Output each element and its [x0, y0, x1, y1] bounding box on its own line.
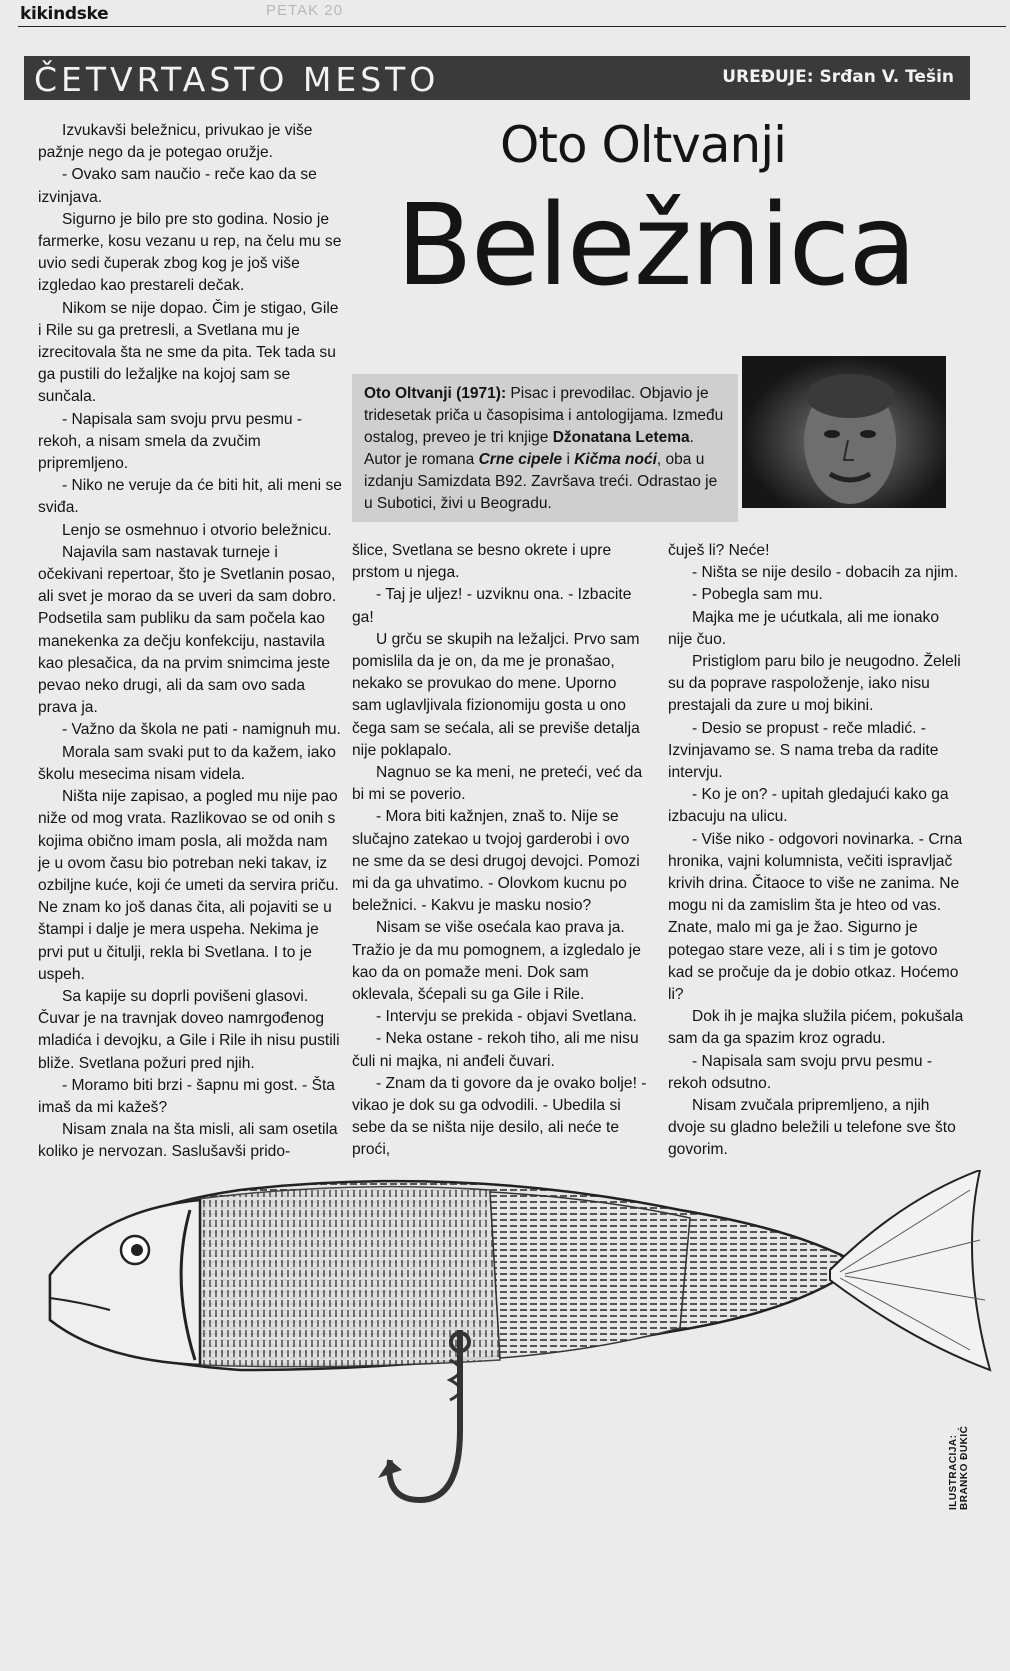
bio-name: Oto Oltvanji (1971):	[364, 385, 507, 402]
bio-text-4: , oba u izdanju Samizdata B92. Završava treći. Odrastao je u Subotici, živi u Beogradu.	[364, 451, 718, 512]
paragraph: Dok ih je majka služila pićem, pokušala sam da ga spazim kroz ogradu.	[668, 1008, 964, 1048]
paragraph: - Ovako sam naučio - reče kao da se izvinjava.	[38, 166, 317, 206]
paragraph: - Mora biti kažnjen, znaš to. Nije se slučajno zatekao u tvojoj garderobi i ovo ne sme da se desi drugoj devojci. Pomozi mi da ga uhvatimo. - Olovkom kucnu po beležnici. - Kakvu je masku nosio?	[352, 808, 640, 915]
section-banner	[24, 56, 970, 100]
text-column-3	[668, 540, 966, 1162]
paragraph: - Niko ne veruje da će biti hit, ali meni se sviđa.	[38, 477, 342, 517]
masthead	[18, 0, 1006, 27]
author-photo	[742, 356, 946, 508]
paragraph: Nikom se nije dopao. Čim je stigao, Gile i Rile su ga pretresli, a Svetlana mu je izrecitovala šta ne sme da pita. Tek tada su ga pustili do ležaljke na kojoj sam se sunčala.	[38, 299, 339, 406]
bio-novel-2: Kičma noći	[574, 451, 657, 468]
paragraph: Sigurno je bilo pre sto godina. Nosio je farmerke, kosu vezanu u rep, na čelu mu se uvio sedi čuperak zbog kog je još više izgledao kao prestareli dečak.	[38, 210, 342, 295]
paragraph: Pristiglom paru bilo je neugodno. Želeli su da poprave raspoloženje, iako nisu prestajali da zure u moj bikini.	[668, 653, 961, 715]
paragraph: U grču se skupih na ležaljci. Prvo sam pomislila da je on, da me je pronašao, nekako se provukao do mene. Uporno sam uglavljivala fizionomiju gosta u ono čega sam se sećala, ali se previše detalja nije poklapalo.	[352, 630, 640, 759]
article-author: Oto Oltvanji	[500, 116, 786, 174]
publication-name: kikindske	[20, 4, 109, 24]
bio-text-2: . Autor je romana	[364, 429, 694, 468]
paragraph: - Intervju se prekida - objavi Svetlana.	[376, 1008, 637, 1026]
paragraph: - Taj je uljez! - uzviknu ona. - Izbacite ga!	[352, 586, 632, 626]
paragraph: - Desio se propust - reče mladić. - Izvinjavamo se. S nama treba da radite intervju.	[668, 719, 939, 782]
text-column-2	[352, 540, 650, 1162]
paragraph: Sa kapije su doprli povišeni glasovi. Čuvar je na travnjak doveo namrgođenog mladića i devojku, a Gile i Rile ih nisu pustili bliže. Svetlana požuri pred njih.	[38, 987, 340, 1072]
paragraph: Morala sam svaki put to da kažem, iako školu mesecima nisam videla.	[38, 743, 336, 783]
paragraph: - Napisala sam svoju prvu pesmu - rekoh odsutno.	[668, 1052, 933, 1092]
show-through-text: PETAK 20	[266, 2, 343, 19]
paragraph: - Pobegla sam mu.	[692, 586, 823, 604]
article-title: Beležnica	[396, 181, 915, 311]
paragraph: Majka me je ućutkala, ali me ionako nije čuo.	[668, 608, 940, 648]
paragraph: čuješ li? Neće!	[668, 542, 770, 559]
paragraph: Nisam znala na šta misli, ali sam osetila koliko je nervozan. Saslušavši prido-	[38, 1121, 338, 1161]
section-editor: UREĐUJE: Srđan V. Tešin	[722, 67, 954, 87]
paragraph: Nisam se više osećala kao prava ja. Tražio je da mu pomognem, a izgledalo je kao da on pomaže meni. Dok sam oklevala, šćepali su ga Gile i Rile.	[352, 919, 641, 1004]
paragraph: Izvukavši beležnicu, privukao je više pažnje nego da je potegao oružje.	[38, 122, 313, 162]
paragraph: Nisam zvučala pripremljeno, a njih dvoje su gladno beležili u telefone sve što govorim.	[668, 1097, 956, 1159]
paragraph: - Neka ostane - rekoh tiho, ali me nisu čuli ni majka, ni anđeli čuvari.	[352, 1030, 639, 1070]
paragraph: Najavila sam nastavak turneje i očekivani repertoar, što je Svetlanin posao, ali svet je morao da se uveri da sam dobro. Podsetila sam publiku da sam počela kao manekenka za dečju konfekciju, nastavila kao plesačica, da na prvim snimcima jeste pevao neko drugi, ali da sam ovo sada prava ja.	[38, 543, 337, 717]
paragraph: Lenjo se osmehnuo i otvorio beležnicu.	[62, 521, 332, 539]
fish-on-hook-illustration	[40, 1170, 1010, 1670]
paragraph: - Ko je on? - upitah gledajući kako ga izbacuju na ulicu.	[668, 786, 949, 826]
paragraph: Nagnuo se ka meni, ne preteći, već da bi mi se poverio.	[352, 764, 643, 804]
paragraph: Ništa nije zapisao, a pogled mu nije pao niže od mog vrata. Razlikovao se od onih s kojima obično imam posla, ali možda nam je u ovom času bio potreban neki takav, iz ozbiljne kuće, koji će umeti da servira priču. Ne znam ko još danas čita, ali pojaviti se u štampi i dalje je mera uspeha. Nekima je prvi put u čitulji, rekla bi Svetlana. I to je uspeh.	[38, 788, 339, 983]
paragraph: - Važno da škola ne pati - namignuh mu.	[62, 721, 341, 739]
author-bio	[352, 374, 738, 522]
text-column-1	[38, 120, 343, 1164]
paragraph: - Ništa se nije desilo - dobacih za njim.	[692, 564, 959, 582]
author-portrait-icon	[742, 356, 946, 508]
paragraph: - Moramo biti brzi - šapnu mi gost. - Šta imaš da mi kažeš?	[38, 1076, 335, 1116]
paragraph: - Znam da ti govore da je ovako bolje! - vikao je dok su ga odvodili. - Ubedila si sebe da se ništa nije desilo, ali neće te proći,	[352, 1074, 647, 1159]
paragraph: - Napisala sam svoju prvu pesmu - rekoh, a nisam smela da zvučim pripremljeno.	[38, 410, 303, 473]
bio-text-1: Pisac i prevodilac. Objavio je tridesetak priča u časopisima i antologijama. Između ostalog, preveo je tri knjige	[364, 385, 724, 446]
section-title: ČETVRTASTO MESTO	[34, 60, 440, 99]
paragraph: šlice, Svetlana se besno okrete i upre prstom u njega.	[352, 542, 612, 582]
bio-translated-author: Džonatana Letema	[552, 429, 690, 446]
bio-text-3: i	[562, 451, 575, 468]
illustration-credit: ILUSTRACIJA: BRANKO ĐUKIĆ	[948, 1425, 970, 1510]
bio-novel-1: Crne cipele	[478, 451, 563, 468]
paragraph: - Više niko - odgovori novinarka. - Crna hronika, vajni kolumnista, večiti ispravljač krivih drina. Čitaoce to više ne zanima. Ne mogu ni da zamislim šta je hteo od vas. Znate, malo mi ga je žao. Sigurno je potegao stare veze, ali i s tim je gotovo kad se pročuje da je dobio otkaz. Hoćemo li?	[668, 830, 963, 1004]
